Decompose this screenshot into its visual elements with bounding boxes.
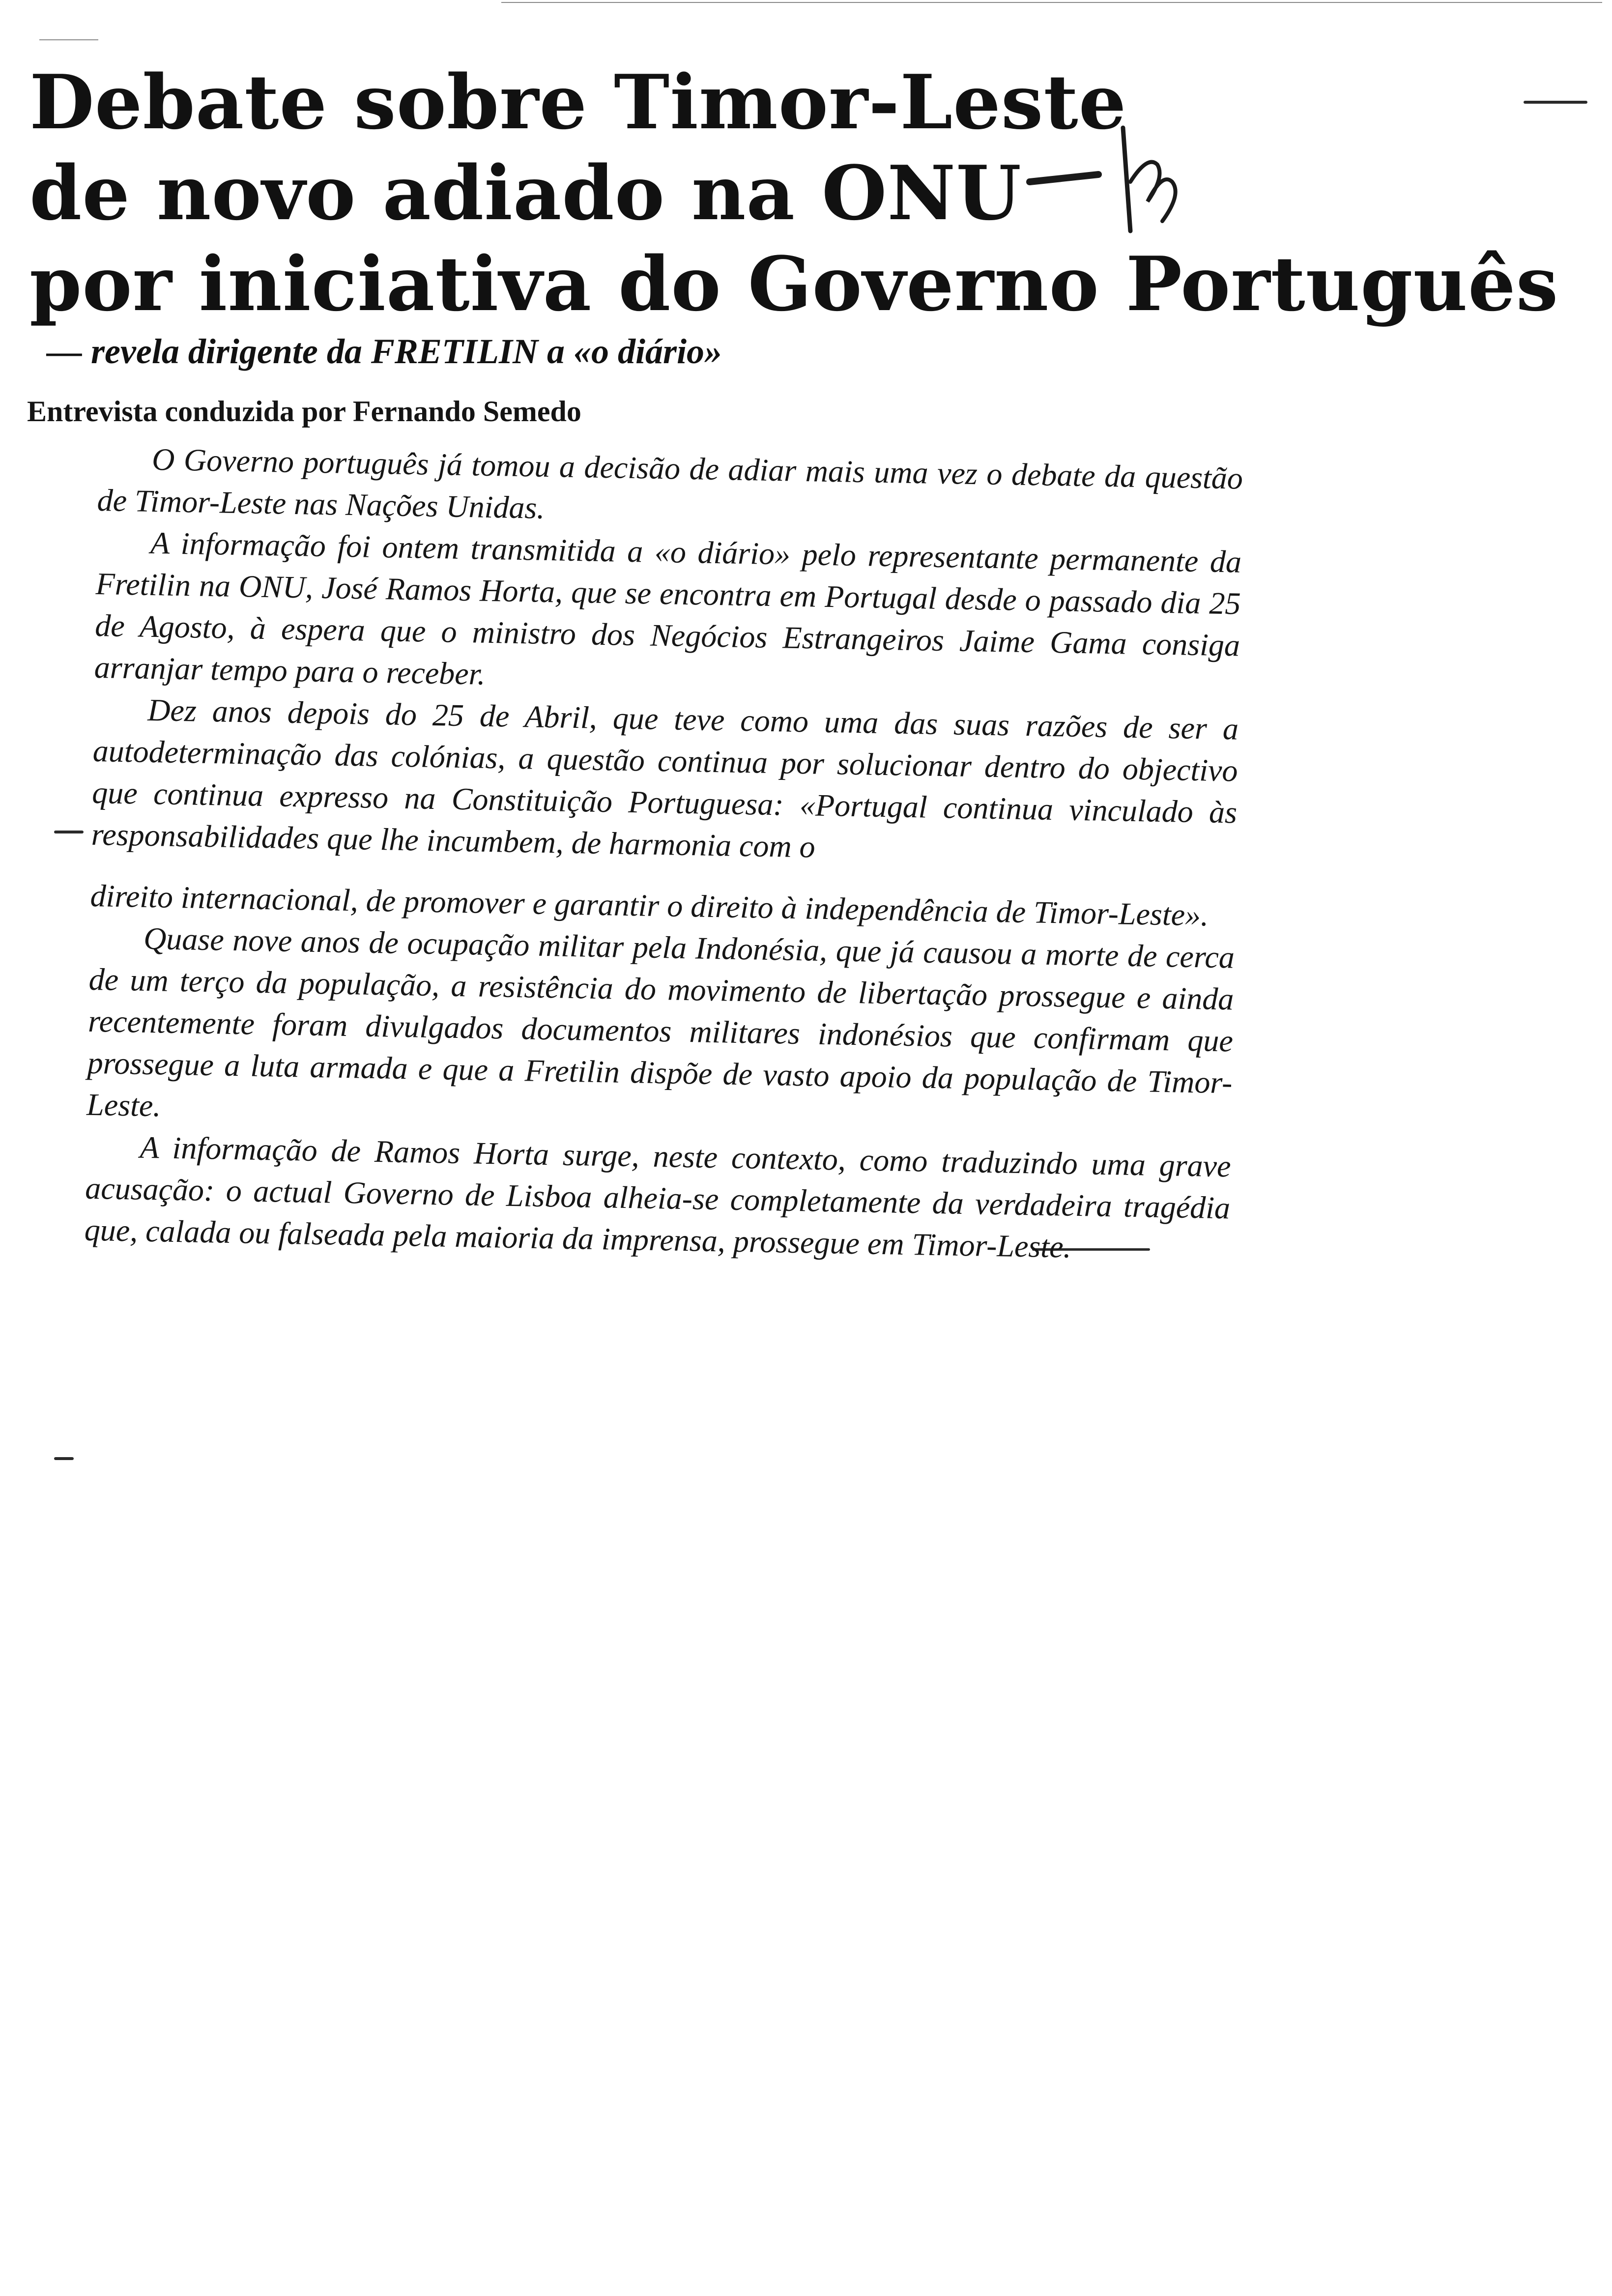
byline: Entrevista conduzida por Fernando Semedo — [27, 395, 581, 428]
article-body — [84, 437, 1243, 1270]
paragraph-3: Dez anos depois do 25 de Abril, que teve como uma das suas razões de ser a autodeterminação das colónias, a questão continua por solucionar dentro do objectivo que continua expresso na Constituição Portuguesa: «Portugal continua vinculado às responsabilidades que lhe incumbem, de harmonia com o — [91, 692, 1239, 864]
margin-mark — [54, 831, 84, 833]
paragraph-4: Quase nove anos de ocupação militar pela Indonésia, que já causou a morte de cerca de um terço da população, a resistência do movimento de libertação prossegue e ainda recentemente foram divulgados documentos militares indonésios que confirmam que prossegue a luta armada e que a Fretilin dispõe de vasto apoio da população de Timor-Leste. — [86, 920, 1235, 1123]
scan-edge-rule — [39, 39, 98, 40]
paragraph-3-continued: direito internacional, de promover e garantir o direito à independência de Timor-Leste». — [90, 878, 1209, 933]
headline-line-1: Debate sobre Timor-Leste — [29, 58, 1127, 146]
headline-line-3: por iniciativa do Governo Português — [29, 240, 1559, 328]
subheadline: — revela dirigente da FRETILIN a «o diário» — [47, 332, 722, 371]
margin-mark — [1524, 101, 1587, 104]
handwritten-mark-icon — [1025, 108, 1231, 236]
handwritten-annotation — [1025, 108, 1231, 236]
headline-line-2: de novo adiado na ONU — [29, 149, 1022, 237]
headline — [29, 57, 1559, 329]
paragraph-1: O Governo português já tomou a decisão de adiar mais uma vez o debate da questão de Timor-Leste nas Nações Unidas. — [97, 441, 1243, 525]
paragraph-5: A informação de Ramos Horta surge, neste contexto, como traduzindo uma grave acusação: o actual Governo de Lisboa alheia-se completamente da verdadeira tragédia que, calada ou falseada pela maioria da imprensa, prossegue em Timor-Leste. — [84, 1129, 1232, 1264]
margin-mark — [54, 1457, 74, 1460]
scan-edge-rule — [501, 2, 1602, 3]
paragraph-2: A informação foi ontem transmitida a «o diário» pelo representante permanente da Fretilin na ONU, José Ramos Horta, que se encontra em Portugal desde o passado dia 25 de Agosto, à espera que o ministro dos Negócios Estrangeiros Jaime Gama consiga arranjar tempo para o receber. — [94, 525, 1242, 691]
